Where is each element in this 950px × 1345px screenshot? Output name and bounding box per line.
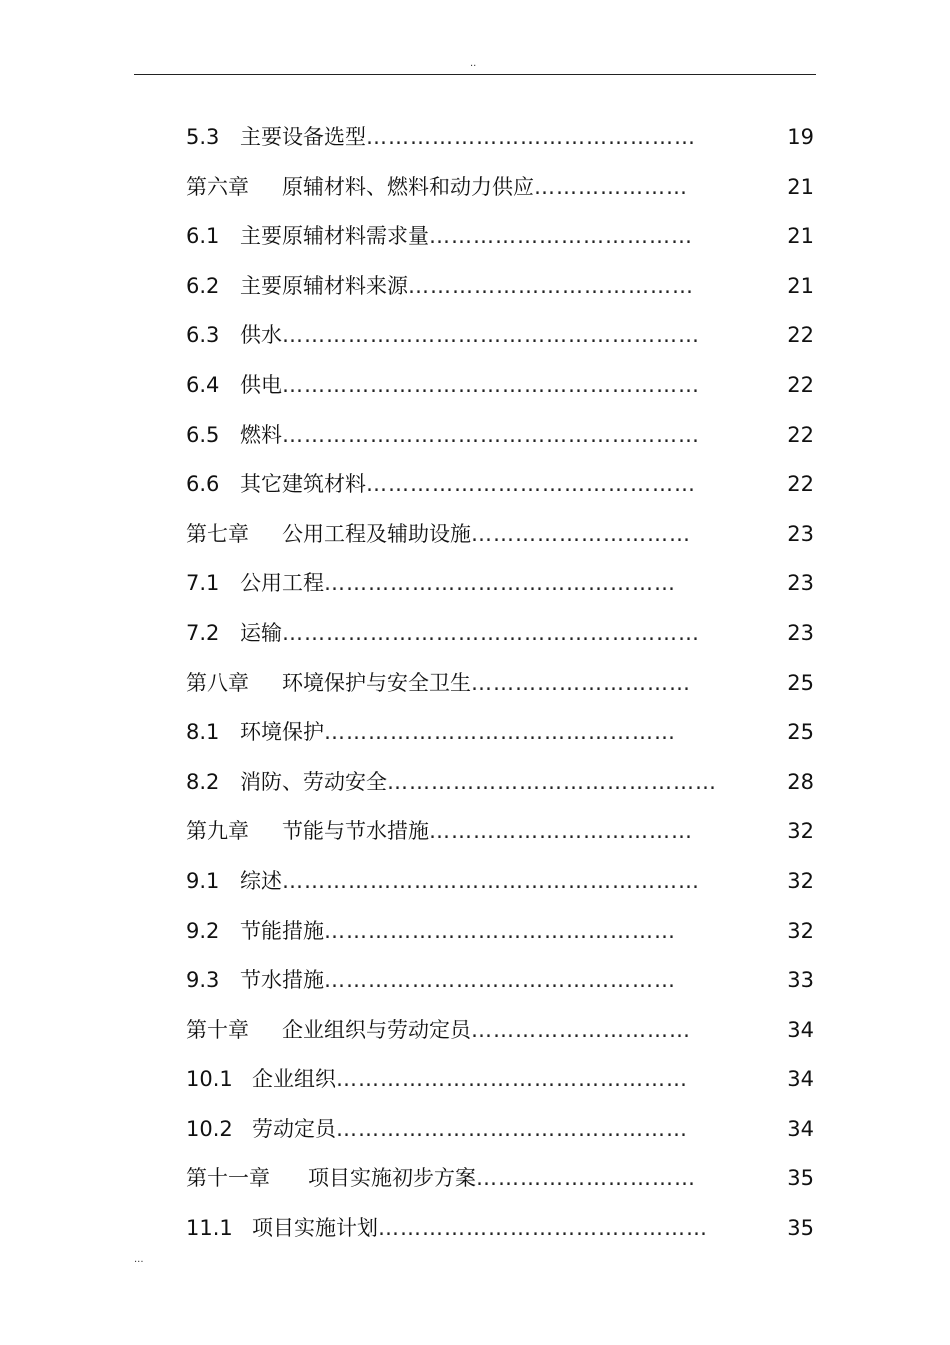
toc-page-number: 22 [787,323,814,348]
toc-leader-dots: ………………………………………………… [282,868,700,893]
toc-entry-number: 第六章 [186,174,249,199]
toc-entry[interactable] [186,361,816,411]
toc-leader-dots: ………………………… [471,521,691,546]
toc-entry[interactable] [186,807,816,857]
toc-page-number: 22 [787,372,814,397]
toc-entry-number: 11.1 [186,1216,233,1241]
toc-page-number: 32 [787,819,814,844]
toc-entry-number: 第十一章 [186,1166,270,1191]
toc-entry-title: 企业组织与劳动定员 [282,1017,471,1042]
toc-page-number: 23 [787,571,814,596]
toc-entry-title: 运输 [240,620,282,645]
toc-entry[interactable] [186,857,816,907]
toc-entry-title: 综述 [240,868,282,893]
toc-entry-number: 9.3 [186,968,220,993]
toc-entry[interactable] [186,907,816,957]
toc-leader-dots: ………………………………… [408,273,694,298]
toc-entry-title: 主要原辅材料需求量 [240,224,429,249]
toc-entry-title: 供电 [240,372,282,397]
toc-entry-number: 第十章 [186,1017,249,1042]
toc-entry-number: 8.1 [186,720,220,745]
toc-entry[interactable] [186,262,816,312]
toc-entry[interactable] [186,113,816,163]
toc-page-number: 21 [787,224,814,249]
toc-page-number: 25 [787,720,814,745]
toc-page-number: 21 [787,273,814,298]
toc-leader-dots: ………………………………………………… [282,372,700,397]
toc-entry[interactable] [186,708,816,758]
toc-entry[interactable] [186,460,816,510]
toc-entry-number: 6.1 [186,224,220,249]
toc-entry[interactable] [186,311,816,361]
toc-leader-dots: ……………………………… [429,224,693,249]
toc-page-number: 25 [787,670,814,695]
toc-entry-title: 环境保护与安全卫生 [282,670,471,695]
toc-entry-title: 节能与节水措施 [282,819,429,844]
toc-leader-dots: ………………………………………………… [282,422,700,447]
toc-page-number: 22 [787,472,814,497]
toc-entry-title: 公用工程及辅助设施 [282,521,471,546]
toc-entry-title: 燃料 [240,422,282,447]
toc-entry-title: 节能措施 [240,918,324,943]
toc-entry-title: 供水 [240,323,282,348]
toc-entry[interactable] [186,956,816,1006]
toc-entry-title: 企业组织 [252,1067,336,1092]
toc-entry[interactable] [186,609,816,659]
toc-entry[interactable] [186,758,816,808]
toc-entry-number: 10.2 [186,1116,233,1141]
toc-page-number: 35 [787,1216,814,1241]
toc-page-number: 23 [787,620,814,645]
toc-entry-number: 7.2 [186,620,220,645]
toc-entry-title: 原辅材料、燃料和动力供应 [282,174,534,199]
toc-leader-dots: ………………………………………… [324,968,676,993]
toc-entry-number: 第七章 [186,521,249,546]
toc-page-number: 22 [787,422,814,447]
header-divider [134,74,816,75]
toc-entry-title: 项目实施计划 [252,1216,378,1241]
toc-entry-number: 9.1 [186,868,220,893]
toc-leader-dots: ……………………………………… [387,769,717,794]
toc-entry[interactable] [186,163,816,213]
toc-page-number: 33 [787,968,814,993]
toc-page-number: 35 [787,1166,814,1191]
toc-entry-number: 5.3 [186,125,220,149]
toc-entry-number: 9.2 [186,918,220,943]
toc-entry-number: 6.4 [186,372,220,397]
toc-leader-dots: ………………………………………… [324,571,676,596]
toc-entry-title: 主要原辅材料来源 [240,273,408,298]
toc-entry[interactable] [186,659,816,709]
toc-entry-number: 7.1 [186,571,220,596]
toc-entry-number: 6.5 [186,422,220,447]
toc-leader-dots: ………………………… [471,670,691,695]
toc-entry-title: 其它建筑材料 [240,472,366,497]
toc-page-number: 32 [787,918,814,943]
toc-leader-dots: ……………………………………… [366,472,696,497]
toc-leader-dots: ………………………………………………… [282,620,700,645]
page-footer-mark: ... [134,1254,144,1265]
toc-entry-number: 10.1 [186,1067,233,1092]
toc-leader-dots: ………………………… [476,1166,696,1191]
toc-entry[interactable] [186,510,816,560]
toc-leader-dots: ………………………………………… [324,918,676,943]
toc-entry[interactable] [186,212,816,262]
toc-leader-dots: ………………………………………………… [282,323,700,348]
toc-page-number: 32 [787,868,814,893]
page-header-mark: .. [470,58,477,69]
toc-entry-title: 环境保护 [240,720,324,745]
toc-leader-dots: ……………………………………… [378,1216,708,1241]
toc-page-number: 34 [787,1116,814,1141]
toc-leader-dots: ………………………… [471,1017,691,1042]
toc-entry[interactable] [186,559,816,609]
toc-entry-number: 第八章 [186,670,249,695]
toc-page-number: 34 [787,1067,814,1092]
toc-entry[interactable] [186,1105,816,1155]
toc-entry-title: 劳动定员 [252,1116,336,1141]
toc-leader-dots: ………………………………………… [324,720,676,745]
toc-entry-title: 主要设备选型 [240,125,366,149]
toc-entry[interactable] [186,1154,816,1204]
toc-entry-number: 6.6 [186,472,220,497]
toc-page-number: 28 [787,769,814,794]
toc-page-number: 34 [787,1017,814,1042]
toc-page-number: 19 [787,125,814,149]
toc-entry[interactable] [186,1006,816,1056]
toc-entry-title: 项目实施初步方案 [308,1166,476,1191]
table-of-contents [186,113,816,1254]
toc-entry-number: 第九章 [186,819,249,844]
toc-entry-number: 6.2 [186,273,220,298]
toc-leader-dots: ……………………………………… [366,125,696,149]
toc-entry[interactable] [186,1055,816,1105]
toc-entry-title: 节水措施 [240,968,324,993]
toc-entry-title: 消防、劳动安全 [240,769,387,794]
toc-entry[interactable] [186,1204,816,1254]
toc-page-number: 21 [787,174,814,199]
toc-leader-dots: ……………………………… [429,819,693,844]
toc-entry-number: 6.3 [186,323,220,348]
toc-entry-number: 8.2 [186,769,220,794]
toc-leader-dots: ………………… [534,174,688,199]
toc-entry-title: 公用工程 [240,571,324,596]
toc-leader-dots: ………………………………………… [336,1116,688,1141]
toc-leader-dots: ………………………………………… [336,1067,688,1092]
toc-entry[interactable] [186,411,816,461]
toc-page-number: 23 [787,521,814,546]
